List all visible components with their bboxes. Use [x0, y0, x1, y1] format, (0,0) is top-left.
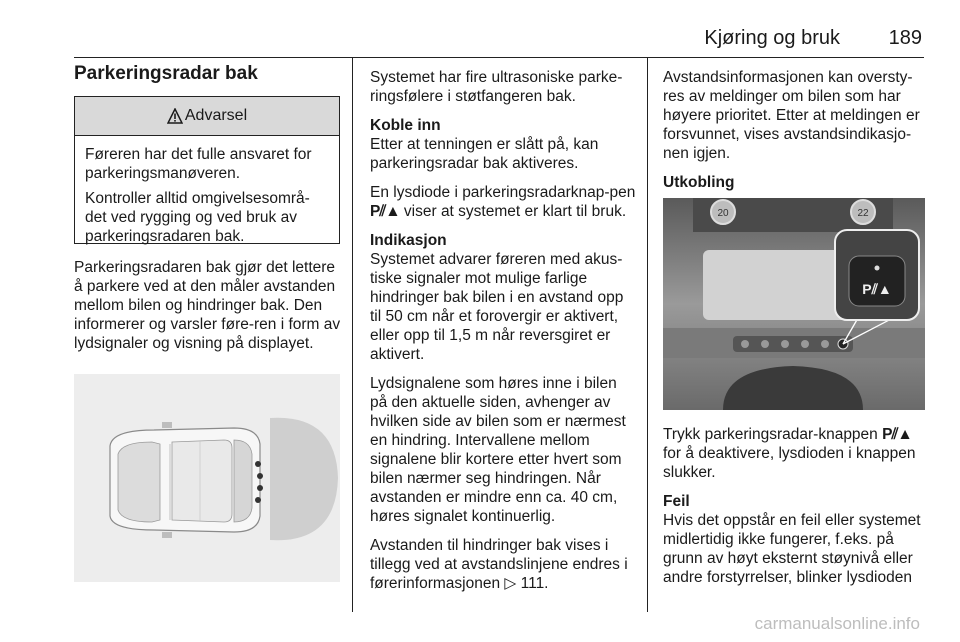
warning-header: [75, 97, 339, 136]
heading-koble-inn: Koble inn: [370, 117, 441, 134]
warning-triangle-icon: [167, 108, 183, 124]
koble-paragraph: Etter at tenningen er slått på, kan parkeringsradar bak aktiveres.: [370, 136, 599, 172]
page-number: 189: [888, 27, 922, 49]
override-paragraph: Avstandsinformasjonen kan oversty-res av meldinger om bilen som har høyere prioritet. Etter at meldingen er forsvunnet, vises avstandsindikasjo-nen igjen.: [663, 69, 920, 162]
column-divider-1: [352, 58, 353, 612]
sensor-dot: [257, 485, 263, 491]
console-button-illustration: [663, 198, 925, 410]
warning-paragraph: Føreren har det fulle ansvaret for parkeringsmanøveren.: [85, 146, 312, 182]
console-panel: [703, 250, 853, 320]
parking-radar-icon: P⫽▲: [370, 203, 400, 220]
sensor-dot: [255, 461, 261, 467]
indikasjon-paragraph: Systemet advarer føreren med akus-tiske signaler mot mulige farlige hindringer bak bilen i en avstand opp til 50 cm når et forovergir er aktivert, eller opp til 1,5 m når reversgiret er aktivert.: [370, 251, 624, 363]
warning-box: [74, 96, 340, 244]
temperature-right-label: 22: [857, 208, 869, 219]
header-rule: [74, 57, 924, 58]
parking-radar-icon: P⫽▲: [882, 426, 912, 443]
zoomed-parking-radar-icon: P⫽▲: [862, 281, 892, 297]
button-row: [733, 336, 853, 352]
section-title: Parkeringsradar bak: [74, 63, 258, 84]
watermark: carmanualsonline.info: [754, 614, 920, 633]
heading-indikasjon: Indikasjon: [370, 232, 447, 249]
heading-feil: Feil: [663, 493, 690, 510]
chapter-title: Kjøring og bruk: [704, 27, 840, 49]
column-divider-2: [647, 58, 648, 612]
warning-paragraph: Kontroller alltid omgivelsesområ-det ved rygging og ved bruk av parkeringsradaren bak.: [85, 190, 310, 245]
utkobling-paragraph: Trykk parkeringsradar-knappen P⫽▲ for å deaktivere, lysdioden i knappen slukker.: [663, 426, 916, 481]
led-indicator: [875, 266, 880, 271]
warning-title: Advarsel: [184, 107, 248, 124]
sound-paragraph: Lydsignalene som høres inne i bilen på den aktuelle siden, avhenger av hvilken side av bilen som er nærmest en hindring. Intervallene mellom signalene blir kortere etter hvert som bilen nærmer seg hindringen. Når avstanden er mindre enn ca. 40 cm, høres signalet kontinuerlig.: [370, 375, 626, 525]
intro-paragraph: Parkeringsradaren bak gjør det lettere å parkere ved at den måler avstanden mellom bilen og hindringer bak. Den informerer og varsler føre-ren i form av lydsignaler og visning på displayet.: [74, 259, 341, 352]
car-top-view: [110, 422, 260, 538]
feil-paragraph: Hvis det oppstår en feil eller systemet midlertidig ikke fungerer, f.eks. på grunn av høyt eksternt støynivå eller andre forstyrrelser, blinker lysdioden: [663, 512, 921, 586]
heading-utkobling: Utkobling: [663, 174, 735, 191]
page-reference-arrow-icon: ▷: [504, 575, 517, 592]
temperature-left-label: 20: [717, 208, 729, 219]
sensors-paragraph: Systemet har fire ultrasoniske parke-ringsfølere i støtfangeren bak.: [370, 69, 623, 105]
led-paragraph: En lysdiode i parkeringsradarknap-pen P⫽▲ viser at systemet er klart til bruk.: [370, 184, 636, 220]
distance-paragraph: Avstanden til hindringer bak vises i tillegg ved at avstandslinjene endres i førerinformasjonen ▷ 111.: [370, 537, 628, 592]
sensor-dot: [255, 497, 261, 503]
sensor-dot: [257, 473, 263, 479]
car-sensor-illustration: [74, 374, 340, 582]
